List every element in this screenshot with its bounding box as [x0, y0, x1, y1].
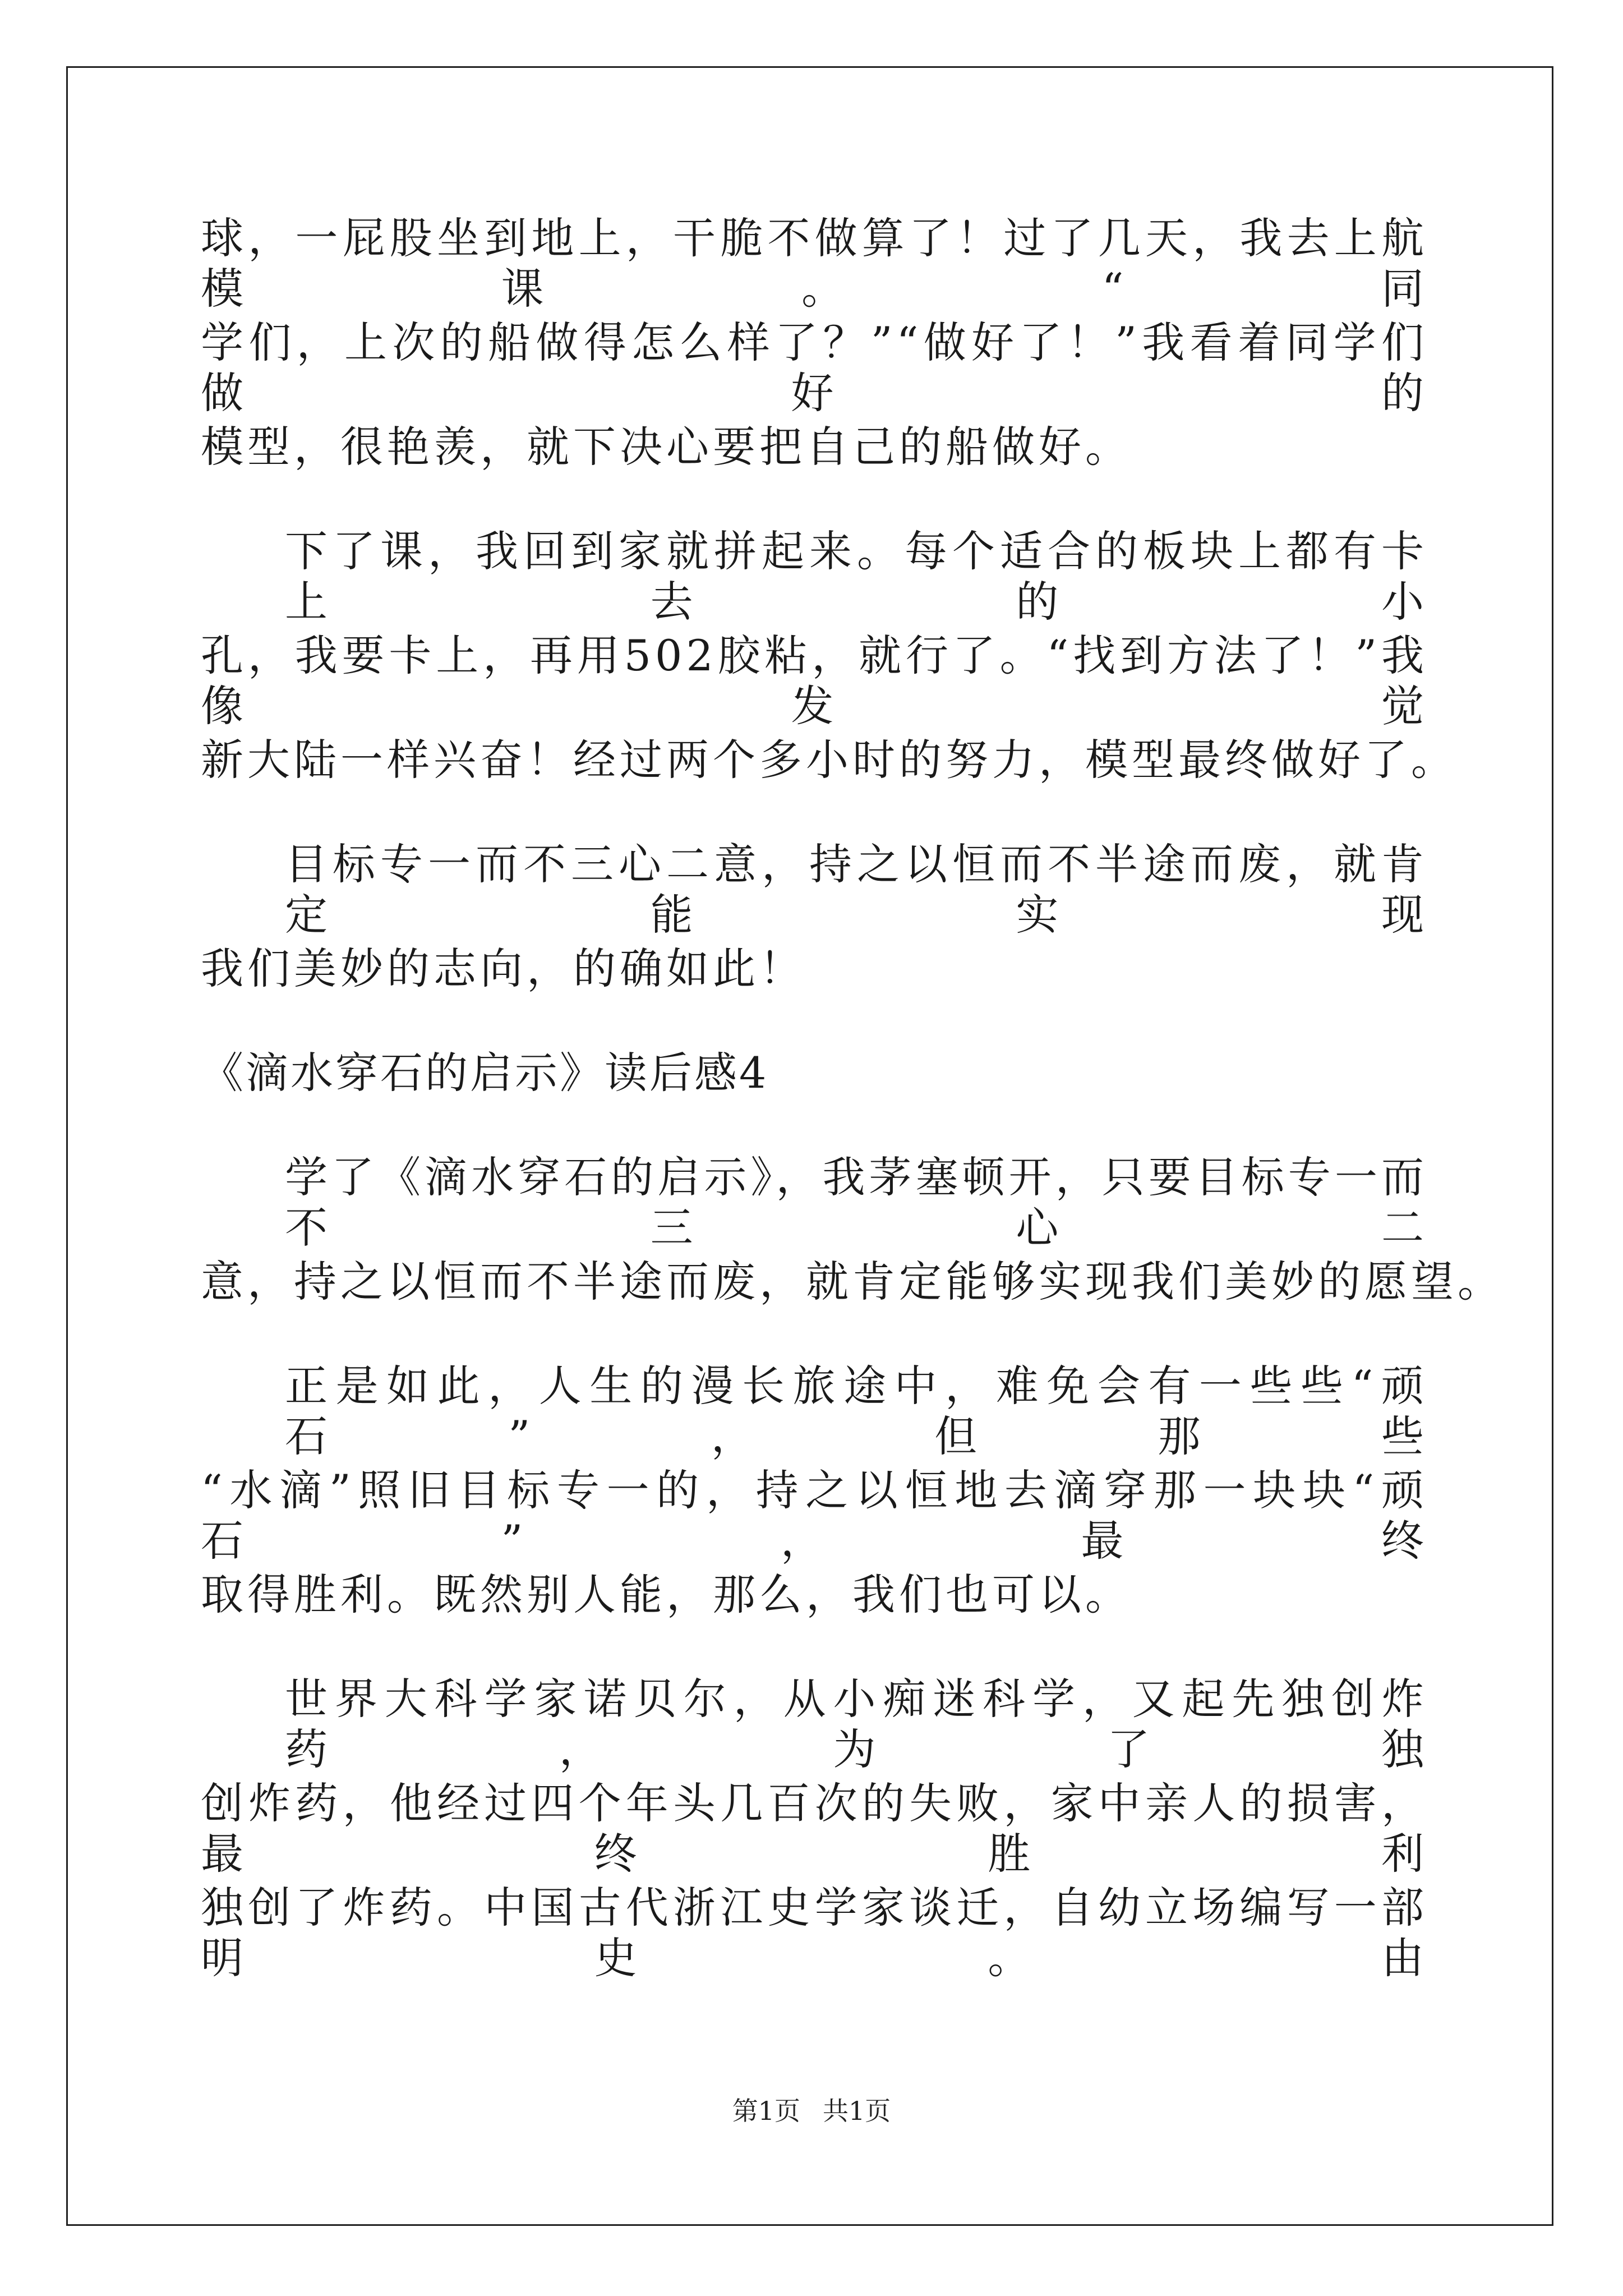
text-line: 学了《滴水穿石的启示》，我茅塞顿开，只要目标专一而不三心二: [285, 1152, 1428, 1253]
text-line: 意，持之以恒而不半途而废，就肯定能够实现我们美妙的愿望。: [201, 1257, 1504, 1306]
section-heading: 《滴水穿石的启示》读后感4: [201, 1048, 769, 1098]
page-footer: [0, 2094, 1623, 2128]
text-line: 世界大科学家诺贝尔，从小痴迷科学，又起先独创炸药，为了独: [285, 1674, 1428, 1774]
text-line: 球，一屁股坐到地上，干脆不做算了！过了几天，我去上航模课。“同: [201, 213, 1428, 314]
text-line: 学们，上次的船做得怎么样了？”“做好了！”我看着同学们做好的: [201, 318, 1428, 418]
page-number-current: 第1页: [732, 2096, 800, 2126]
text-line: 创炸药，他经过四个年头几百次的失败，家中亲人的损害，最终胜利: [201, 1778, 1428, 1879]
text-line: 新大陆一样兴奋！经过两个多小时的努力，模型最终做好了。: [201, 735, 1458, 785]
text-line: 模型，很艳羡，就下决心要把自己的船做好。: [201, 422, 1132, 472]
page-number-total: 共1页: [823, 2096, 891, 2126]
text-line: 目标专一而不三心二意，持之以恒而不半途而废，就肯定能实现: [285, 839, 1428, 940]
text-line: 我们美妙的志向，的确如此！: [201, 944, 806, 993]
document-body: [201, 213, 1504, 1987]
text-line: 孔，我要卡上，再用502胶粘，就行了。“找到方法了！”我像发觉: [201, 631, 1428, 731]
text-line: 独创了炸药。中国古代浙江史学家谈迁，自幼立场编写一部明史。由: [201, 1883, 1428, 1983]
text-line: 取得胜利。既然别人能，那么，我们也可以。: [201, 1570, 1132, 1619]
text-line: 下了课，我回到家就拼起来。每个适合的板块上都有卡上去的小: [285, 526, 1428, 627]
text-line: 正是如此，人生的漫长旅途中，难免会有一些些“顽石”，但那些: [285, 1361, 1428, 1461]
text-line: “水滴”照旧目标专一的，持之以恒地去滴穿那一块块“顽石”，最终: [201, 1465, 1428, 1566]
